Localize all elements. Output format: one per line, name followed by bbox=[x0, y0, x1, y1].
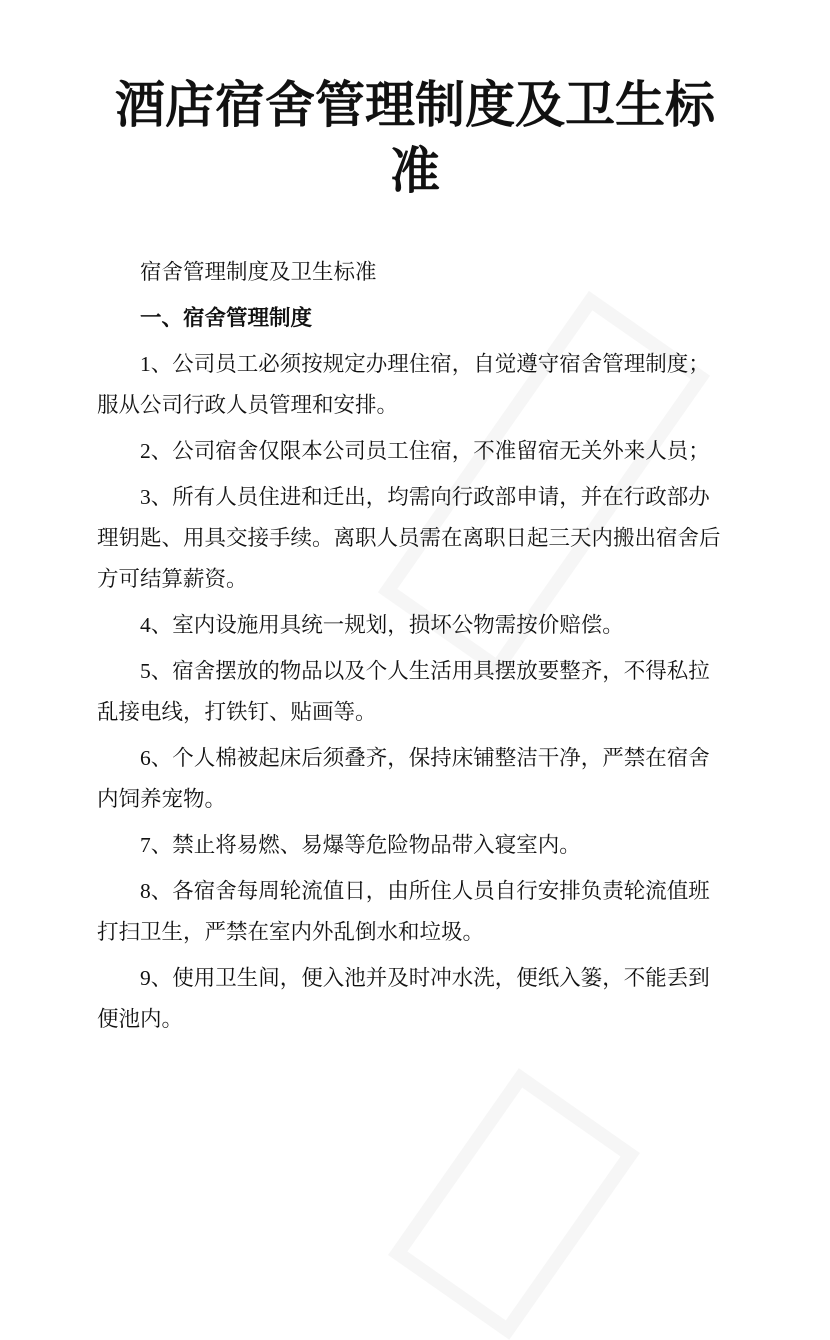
document-body bbox=[97, 252, 729, 1045]
document-title: 酒店宿舍管理制度及卫生标准 bbox=[115, 77, 715, 199]
rule-paragraph: 9、使用卫生间，便入池并及时冲水洗，便纸入篓，不能丢到便池内。 bbox=[97, 966, 710, 1031]
rule-paragraph: 3、所有人员住进和迁出，均需向行政部申请，并在行政部办理钥匙、用具交接手续。离职人员需在离职日起三天内搬出宿舍后方可结算薪资。 bbox=[97, 485, 721, 591]
rule-paragraph: 8、各宿舍每周轮流值日，由所住人员自行安排负责轮流值班打扫卫生，严禁在室内外乱倒水和垃圾。 bbox=[97, 879, 710, 944]
section-heading: 一、宿舍管理制度 bbox=[140, 306, 313, 330]
rule-paragraph: 7、禁止将易燃、易爆等危险物品带入寝室内。 bbox=[140, 833, 581, 857]
rule-paragraph: 5、宿舍摆放的物品以及个人生活用具摆放要整齐，不得私拉乱接电线，打铁钉、贴画等。 bbox=[97, 659, 710, 724]
rule-paragraph: 4、室内设施用具统一规划，损坏公物需按价赔偿。 bbox=[140, 613, 624, 637]
watermark bbox=[388, 1068, 640, 1340]
rule-paragraph: 1、公司员工必须按规定办理住宿，自觉遵守宿舍管理制度；服从公司行政人员管理和安排。 bbox=[97, 352, 710, 417]
document-subtitle: 宿舍管理制度及卫生标准 bbox=[140, 260, 377, 284]
rule-paragraph: 2、公司宿舍仅限本公司员工住宿，不准留宿无关外来人员； bbox=[140, 439, 710, 463]
rule-paragraph: 6、个人棉被起床后须叠齐，保持床铺整洁干净，严禁在宿舍内饲养宠物。 bbox=[97, 746, 710, 811]
